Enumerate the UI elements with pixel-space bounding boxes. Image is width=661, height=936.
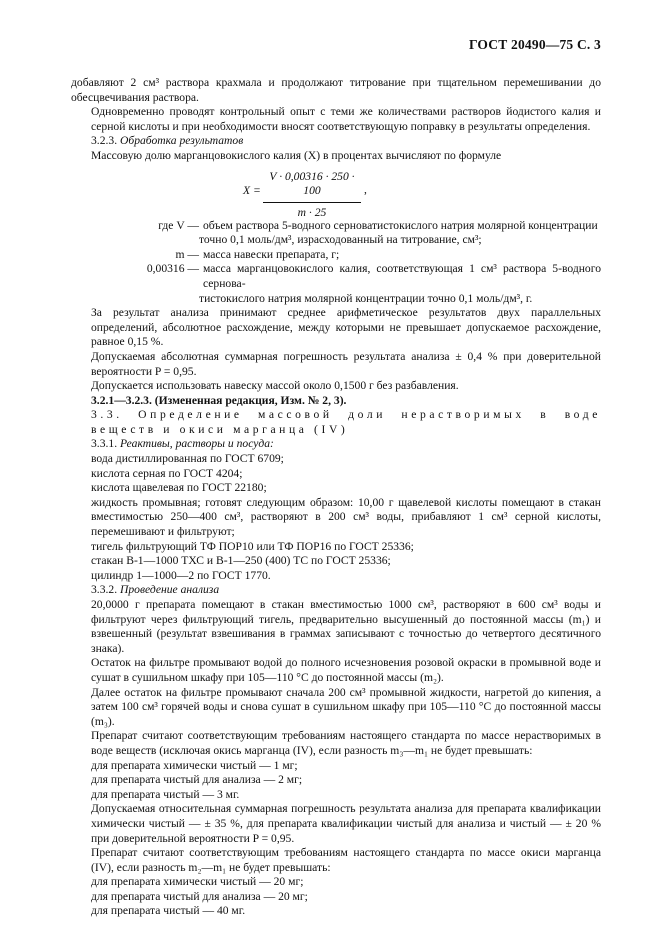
section-title: Обработка результатов bbox=[120, 134, 244, 148]
definition-term: где V — bbox=[158, 218, 199, 232]
paragraph: Допускается использовать навеску массой около 0,1500 г без разбавления. bbox=[91, 379, 459, 393]
paragraph: Остаток на фильтре промывают водой до полного исчезновения розовой окраски в промывной воде и сушат в сушильном шкафу при 105—110 °С до постоянной массы (m₂). bbox=[91, 656, 601, 684]
paragraph: Массовую долю марганцовокислого калия (X) в процентах вычисляют по формуле bbox=[91, 148, 502, 162]
list-item: для препарата химически чистый — 1 мг; bbox=[91, 758, 298, 772]
paragraph: Препарат считают соответствующим требованиям настоящего стандарта по массе нерастворимых в воде веществ (исключая окись марганца (IV), если разность m₃—m₁ не будет превышать: bbox=[91, 729, 601, 757]
formula bbox=[91, 168, 601, 219]
definition-term: m — bbox=[175, 247, 199, 261]
amendment-note: 3.2.1—3.2.3. (Измененная редакция, Изм. № 2, 3). bbox=[91, 393, 347, 407]
list-item: кислота серная по ГОСТ 4204; bbox=[91, 466, 243, 480]
section-heading-3-3-1 bbox=[91, 437, 601, 452]
definition-body: объем раствора 5-водного серноватистокислого натрия молярной концентрации bbox=[203, 218, 598, 232]
formula-denominator: m · 25 bbox=[297, 205, 327, 219]
section-title: Проведение анализа bbox=[120, 583, 220, 597]
section-heading-3-3: 3.3. Определение массовой доли нерастворимых в воде веществ и окиси марганца (IV) bbox=[91, 408, 601, 436]
list-item: жидкость промывная; готовят следующим образом: 10,00 г щавелевой кислоты помещают в стакан вместимостью 250—400 см³, растворяют в 200 см³ воды, прибавляют 1 см³ серной кислоты, перемешивают и фильтруют; bbox=[91, 495, 601, 539]
section-number: 3.3.1. bbox=[91, 437, 118, 451]
paragraph: Препарат считают соответствующим требованиям настоящего стандарта по массе окиси марганца (IV), если разность m₂—m₁ не будет превышать: bbox=[91, 846, 601, 874]
definition-continuation: тистокислого натрия молярной концентрации точно 0,1 моль/дм³, г. bbox=[199, 291, 533, 305]
definition-continuation: точно 0,1 моль/дм³, израсходованный на титрование, см³; bbox=[199, 233, 482, 247]
list-item: тигель фильтрующий ТФ ПОР10 или ТФ ПОР16 по ГОСТ 25336; bbox=[91, 539, 414, 553]
paragraph: Одновременно проводят контрольный опыт с теми же количествами растворов йодистого калия и серной кислоты и при необходимости вносят соответствующую поправку в результаты определения. bbox=[91, 105, 601, 133]
variable-definitions bbox=[91, 219, 601, 307]
definition-body: масса марганцовокислого калия, соответствующая 1 см³ раствора 5-водного сернова- bbox=[203, 262, 601, 290]
formula-fraction bbox=[263, 170, 361, 221]
list-item: для препарата чистый — 3 мг. bbox=[91, 787, 240, 801]
list-item: стакан В-1—1000 ТХС и В-1—250 (400) ТС по ГОСТ 25336; bbox=[91, 554, 391, 568]
section-number: 3.3.2. bbox=[91, 583, 118, 597]
definition-coefficient bbox=[91, 262, 601, 291]
page-header: ГОСТ 20490—75 С. 3 bbox=[468, 37, 601, 52]
paragraph: 20,0000 г препарата помещают в стакан вместимостью 1000 см³, растворяют в 600 см³ воды и фильтруют через фильтрующий тигель, предварительно высушенный до постоянной массы (m₁) и взвешенный (результат взвешивания в граммах записывают с точностью до четвертого десятичного знака). bbox=[91, 598, 601, 655]
paragraph: Допускаемая относительная суммарная погрешность результата анализа для препарата квалификации химически чистый — ± 35 %, для препарата квалификации чистый для анализа и чистый — ± 20 % при доверительной вероятности P = 0,95. bbox=[91, 802, 601, 845]
definition-body: масса навески препарата, г; bbox=[203, 247, 340, 261]
list-item: для препарата чистый — 40 мг. bbox=[91, 904, 246, 918]
paragraph: Далее остаток на фильтре промывают сначала 200 см³ промывной жидкости, нагретой до кипения, а затем 100 см³ горячей воды и снова сушат в сушильном шкафу при 105—110 °С до постоянной массы (m₃). bbox=[91, 685, 601, 728]
definition-m bbox=[91, 248, 601, 263]
formula-numerator: V · 0,00316 · 250 · 100 bbox=[263, 170, 361, 203]
list-item: кислота щавелевая по ГОСТ 22180; bbox=[91, 481, 267, 495]
paragraph: Допускаемая абсолютная суммарная погрешность результата анализа ± 0,4 % при доверительной вероятности P = 0,95. bbox=[91, 349, 601, 378]
definition-term: 0,00316 — bbox=[146, 262, 199, 276]
list-item: для препарата химически чистый — 20 мг; bbox=[91, 875, 304, 889]
section-number: 3.2.3. bbox=[91, 134, 118, 148]
list-item: для препарата чистый для анализа — 20 мг; bbox=[91, 889, 308, 903]
section-heading-3-3-2 bbox=[91, 583, 601, 598]
paragraph: За результат анализа принимают среднее арифметическое результатов двух параллельных определений, абсолютное расхождение, между которыми не превышает допускаемое расхождение, равное 0,15 %. bbox=[91, 306, 601, 349]
document-body bbox=[71, 76, 601, 919]
list-item: вода дистиллированная по ГОСТ 6709; bbox=[91, 452, 284, 466]
formula-tail: , bbox=[364, 182, 367, 196]
section-heading-3-2-3 bbox=[91, 134, 601, 149]
section-title: Реактивы, растворы и посуда: bbox=[120, 437, 274, 451]
list-item: цилиндр 1—1000—2 по ГОСТ 1770. bbox=[91, 568, 271, 582]
definition-v bbox=[91, 219, 601, 234]
list-item: для препарата чистый для анализа — 2 мг; bbox=[91, 773, 303, 787]
paragraph: добавляют 2 см³ раствора крахмала и продолжают титрование при тщательном перемешивании до обесцвечивания раствора. bbox=[71, 76, 601, 104]
formula-lhs: X = bbox=[243, 183, 261, 197]
